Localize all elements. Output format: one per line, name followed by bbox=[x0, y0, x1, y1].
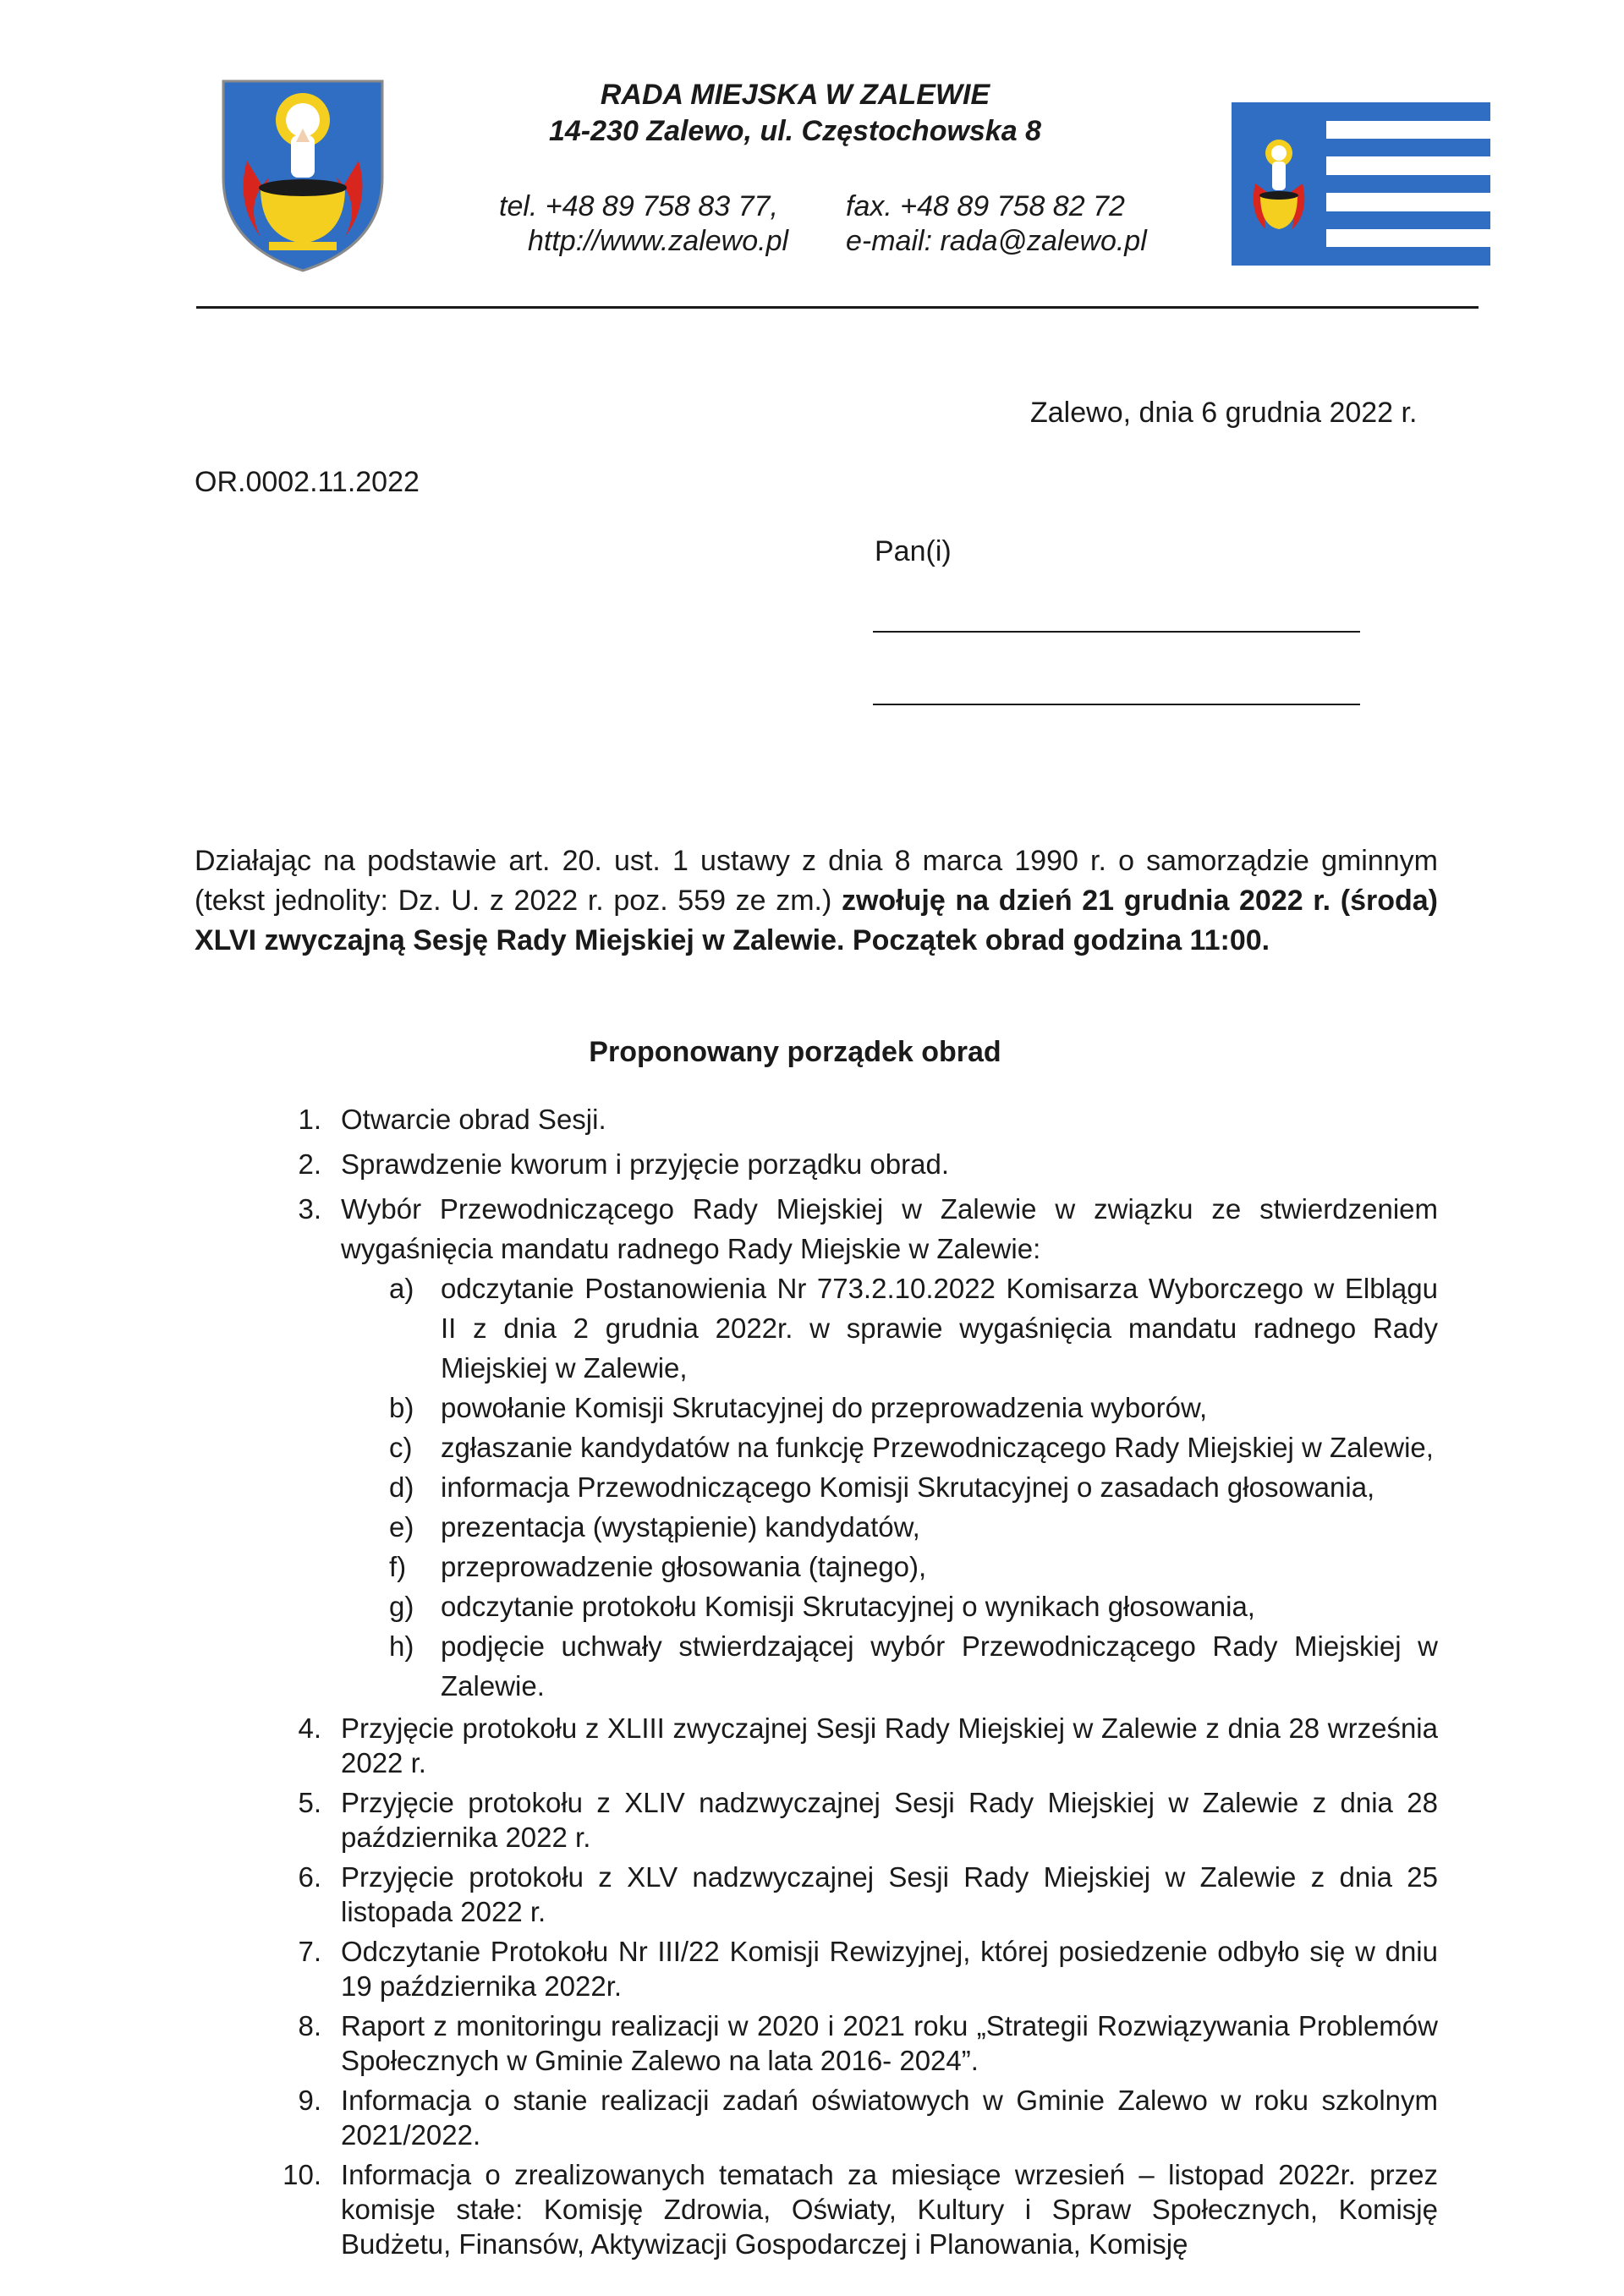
agenda-item: 10. Informacja o zrealizowanych tematach za miesiące wrzesień – listopad 2022r. przez komisje stałe: Komisję Zdrowia, Oświaty, Kultury i Spraw Społecznych, Komisję Budżetu, Finansów, Aktywizacji Gospodarczej i Planowania, Komisję bbox=[283, 2159, 1438, 2260]
institution-address: 14-230 Zalewo, ul. Częstochowska 8 bbox=[548, 115, 1041, 147]
fax-number: fax. +48 89 758 82 72 bbox=[846, 190, 1125, 222]
phone-number: tel. +48 89 758 83 77, bbox=[499, 190, 778, 222]
email-link[interactable]: e-mail: rada@zalewo.pl bbox=[846, 225, 1147, 257]
reference-number: OR.0002.11.2022 bbox=[195, 466, 420, 498]
agenda-subitem: g) odczytanie protokołu Komisji Skrutacyjnej o wynikach głosowania, bbox=[389, 1591, 1255, 1622]
institution-name: RADA MIEJSKA W ZALEWIE bbox=[600, 79, 990, 111]
agenda-item: 6. Przyjęcie protokołu z XLV nadzwyczajnej Sesji Rady Miejskiej w Zalewie z dnia 25 listopada 2022 r. bbox=[298, 1861, 1438, 1927]
addressee-line-1 bbox=[873, 631, 1360, 633]
agenda-subitem: f) przeprowadzenie głosowania (tajnego), bbox=[389, 1551, 927, 1582]
agenda-subitem: c) zgłaszanie kandydatów na funkcję Przewodniczącego Rady Miejskiej w Zalewie, bbox=[389, 1432, 1434, 1463]
agenda-title: Proponowany porządek obrad bbox=[589, 1036, 1001, 1068]
agenda-item: 7. Odczytanie Protokołu Nr III/22 Komisji Rewizyjnej, której posiedzenie odbyło się w dniu 19 października 2022r. bbox=[298, 1936, 1438, 2002]
letter-date: Zalewo, dnia 6 grudnia 2022 r. bbox=[1030, 397, 1418, 429]
agenda-subitem: b) powołanie Komisji Skrutacyjnej do przeprowadzenia wyborów, bbox=[389, 1392, 1208, 1423]
addressee-salutation: Pan(i) bbox=[875, 535, 952, 567]
coat-of-arms-logo bbox=[218, 76, 387, 276]
agenda-item: 1. Otwarcie obrad Sesji. bbox=[298, 1104, 606, 1135]
agenda-item: 4. Przyjęcie protokołu z XLIII zwyczajnej Sesji Rady Miejskiej w Zalewie z dnia 28 września 2022 r. bbox=[298, 1712, 1438, 1778]
agenda-item: 3. Wybór Przewodniczącego Rady Miejskiej w Zalewie w związku ze stwierdzeniem wygaśnięcia mandatu radnego Rady Miejskie w Zalewie: bbox=[298, 1193, 1438, 1264]
addressee-line-2 bbox=[873, 704, 1360, 705]
town-flag-logo bbox=[1232, 102, 1490, 266]
agenda-item: 5. Przyjęcie protokołu z XLIV nadzwyczajnej Sesji Rady Miejskiej w Zalewie z dnia 28 października 2022 r. bbox=[298, 1787, 1438, 1853]
agenda-subitem: d) informacja Przewodniczącego Komisji Skrutacyjnej o zasadach głosowania, bbox=[389, 1471, 1375, 1503]
intro-text: Działając na podstawie art. 20. ust. 1 ustawy z dnia 8 marca 1990 r. o samorządzie gminnym (tekst jednolity: Dz. U. z 2022 r. poz. 559 ze zm.) bbox=[195, 845, 1438, 917]
agenda-item: 9. Informacja o stanie realizacji zadań oświatowych w Gminie Zalewo w roku szkolnym 2021/2022. bbox=[298, 2085, 1438, 2151]
header-divider bbox=[196, 306, 1479, 309]
agenda-subitem: e) prezentacja (wystąpienie) kandydatów, bbox=[389, 1511, 920, 1543]
agenda-subitem: a) odczytanie Postanowienia Nr 773.2.10.2022 Komisarza Wyborczego w Elblągu II z dnia 2 grudnia 2022r. w sprawie wygaśnięcia mandatu radnego Rady Miejskiej w Zalewie, bbox=[389, 1273, 1438, 1384]
intro-paragraph bbox=[195, 841, 1438, 961]
agenda-item: 2. Sprawdzenie kworum i przyjęcie porządku obrad. bbox=[298, 1148, 950, 1180]
agenda-subitem: h) podjęcie uchwały stwierdzającej wybór Przewodniczącego Rady Miejskiej w Zalewie. bbox=[389, 1630, 1438, 1701]
intro-bold-text: zwołuję na dzień 21 grudnia 2022 r. (środa) XLVI zwyczajną Sesję Rady Miejskiej w Zalewie. Początek obrad godzina 11:00. bbox=[195, 885, 1438, 956]
agenda-list bbox=[0, 1099, 1624, 2261]
agenda-item: 8. Raport z monitoringu realizacji w 2020 i 2021 roku „Strategii Rozwiązywania Problemów Społecznych w Gminie Zalewo na lata 2016- 2024”. bbox=[298, 2010, 1438, 2076]
website-link[interactable]: http://www.zalewo.pl bbox=[528, 225, 789, 257]
